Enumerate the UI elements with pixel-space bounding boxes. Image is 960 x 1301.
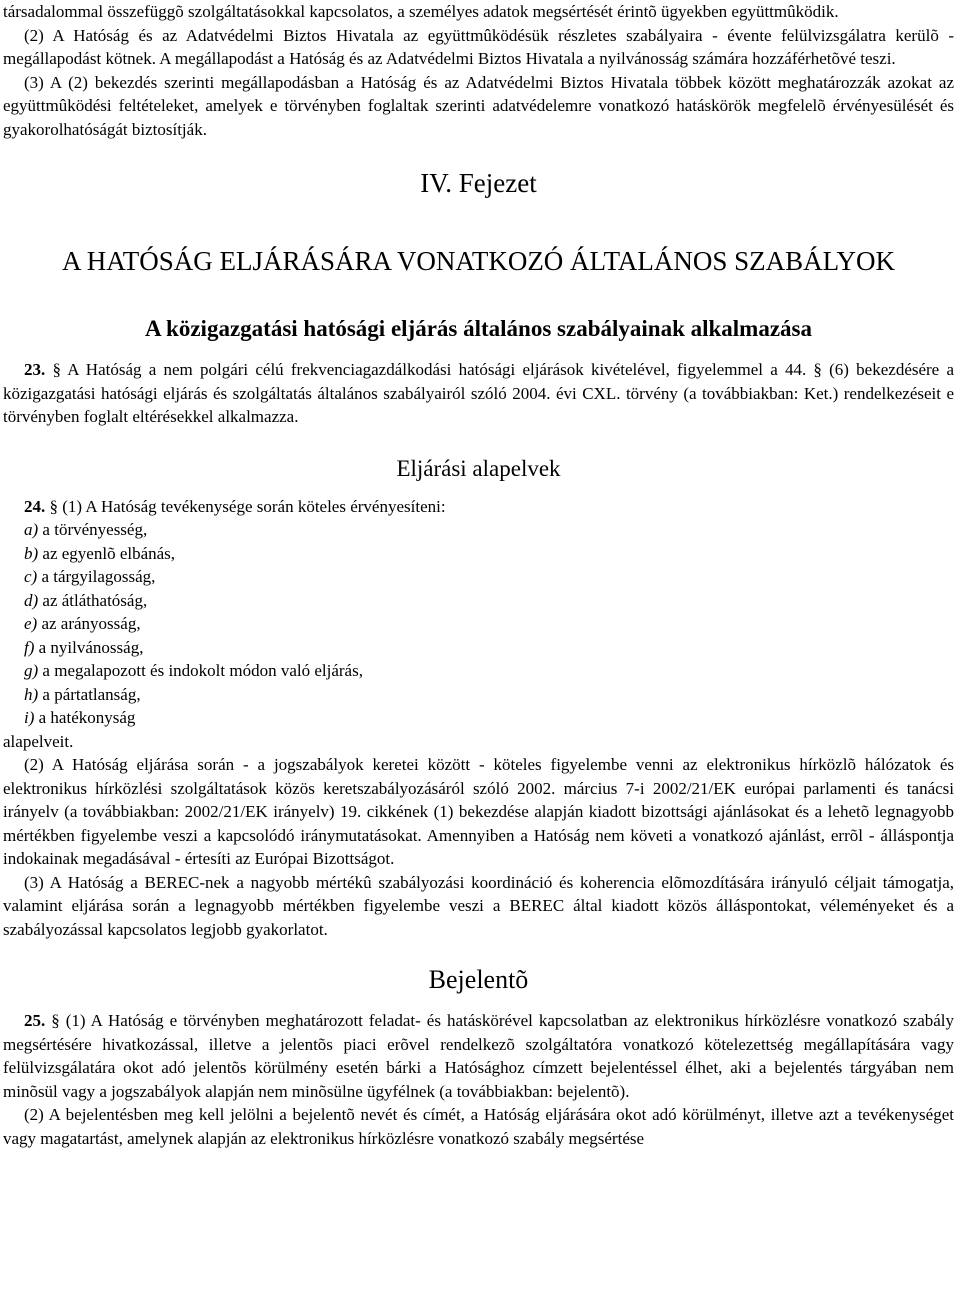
list-letter: f) — [24, 637, 35, 657]
section-number: 25. — [24, 1011, 46, 1030]
paragraph-22-2: (2) A Hatóság és az Adatvédelmi Biztos Hivatala az együttmûködésük részletes szabályaira - évente felülvizsgálatra kerülõ - megállapodást kötnek. A megállapodást a Hatóság és az Adatvédelmi Biztos Hivatala a nyilvánosság számára hozzáférhetõvé teszi. — [3, 25, 954, 68]
list-item — [3, 636, 954, 660]
section-24-3: (3) A Hatóság a BEREC-nek a nagyobb mértékû szabályozási koordináció és koherencia elõmozdítására irányuló céljait támogatja, valamint eljárása során a legnagyobb mértékben figyelembe veszi a BEREC által kiadott közös álláspontokat, véleményeket és a szabályozással kapcsolatos legjobb gyakorlatot. — [3, 872, 954, 939]
section-number: 23. — [24, 360, 46, 379]
section-25-2: (2) A bejelentésben meg kell jelölni a bejelentõ nevét és címét, a Hatóság eljárására okot adó körülményt, illetve azt a tevékenységet vagy magatartást, amelynek alapján az elektronikus hírközlésre vonatkozó szabály megsértése — [3, 1105, 954, 1148]
list-text: a törvényesség, — [42, 520, 148, 539]
paragraph-mark: § — [52, 360, 61, 379]
list-item — [3, 565, 954, 589]
list-item — [3, 683, 954, 707]
list-item — [3, 518, 954, 542]
section-25-1 — [3, 1009, 954, 1103]
list-letter: e) — [24, 614, 38, 633]
list-text: az átláthatóság, — [42, 590, 148, 610]
list-letter: h) — [24, 684, 39, 704]
section-23-text: A Hatóság a nem polgári célú frekvenciagazdálkodási hatósági eljárások kivételével, figyelemmel a 44. § (6) bekezdésére a közigazgatási hatósági eljárás és szolgáltatás általános szabályairól szóló 2004. évi CXL. törvény (a továbbiakban: Ket.) rendelkezéseit e törvényben foglalt eltérésekkel alkalmazza. — [3, 360, 954, 426]
list-item — [3, 542, 954, 566]
list-text: az arányosság, — [41, 614, 141, 633]
list-letter: i) — [24, 708, 35, 727]
paragraph-mark: § — [49, 496, 58, 516]
list-letter: c) — [24, 567, 38, 586]
section-25-1-text: (1) A Hatóság e törvényben meghatározott feladat- és hatáskörével kapcsolatban az elektronikus hírközlésre vonatkozó szabály megsértésére hivatkozással, illetve a jelentõs piaci erõvel rendelkezõ szolgáltatóra vonatkozó kötelezettség megállapítására vagy felülvizsgálatára okot adó jelentõs körülmény esetén bárki a Hatósághoz címzett bejelentéssel élhet, aki a bejelentés tárgyában nem minõsül vagy a jogszabályok alapján nem minõsülne ügyfélnek (a továbbiakban: bejelentõ). — [3, 1011, 955, 1101]
section-24-intro-text: (1) A Hatóság tevékenysége során köteles érvényesíteni: — [62, 496, 446, 516]
paragraph-continuation: társadalommal összefüggõ szolgáltatásokkal kapcsolatos, a személyes adatok megsértését érintõ ügyekben együttmûködik. — [3, 2, 839, 21]
list-letter: a) — [24, 520, 39, 539]
section-24-2: (2) A Hatóság eljárása során - a jogszabályok keretei között - köteles figyelembe venni az elektronikus hírközlõ hálózatok és elektronikus hírközlési szolgáltatások közös keretszabályozásáról szóló 2002. március 7-i 2002/21/EK európai parlamenti és tanácsi irányelv (a továbbiakban: 2002/21/EK irányelv) 19. cikkének (1) bekezdése alapján kiadott bizottsági ajánlásokat és a lehetõ legnagyobb mértékben figyelembe veszi a kapcsolódó iránymutatásokat. Amennyiben a Hatóság nem követi a vonatkozó ajánlást, errõl - álláspontja indokainak megadásával - értesíti az Európai Bizottságot. — [3, 755, 954, 868]
section-heading-bejelento: Bejelentõ — [428, 965, 529, 994]
paragraph-mark: § — [51, 1011, 60, 1030]
section-24-closing: alapelveit. — [3, 731, 74, 751]
section-heading-eljarasi: Eljárási alapelvek — [396, 455, 561, 481]
chapter-title: A HATÓSÁG ELJÁRÁSÁRA VONATKOZÓ ÁLTALÁNOS SZABÁLYOK — [62, 246, 895, 276]
section-23 — [3, 358, 954, 429]
list-letter: d) — [24, 590, 39, 610]
section-number: 24. — [24, 496, 46, 516]
list-text: a tárgyilagosság, — [41, 567, 156, 586]
list-letter: b) — [24, 543, 39, 563]
list-item — [3, 612, 954, 636]
list-letter: g) — [24, 661, 39, 680]
list-item — [3, 706, 954, 730]
chapter-subtitle: A közigazgatási hatósági eljárás általános szabályainak alkalmazása — [144, 316, 813, 341]
paragraph-22-3: (3) A (2) bekezdés szerinti megállapodásban a Hatóság és az Adatvédelmi Biztos Hivatala többek között meghatározzák azokat az együttmûködési feltételeket, amelyek e törvényben foglaltak szerinti adatvédelemre vonatkozó hatáskörök megfelelõ érvényesülését és gyakorolhatóságát biztosítják. — [3, 72, 954, 139]
list-item — [3, 659, 954, 683]
list-text: a hatékonyság — [38, 708, 136, 727]
chapter-number: IV. Fejezet — [420, 168, 537, 198]
list-item — [3, 589, 954, 613]
list-text: a nyilvánosság, — [38, 637, 144, 657]
list-text: az egyenlõ elbánás, — [42, 543, 176, 563]
list-text: a megalapozott és indokolt módon való eljárás, — [42, 661, 363, 680]
section-24-intro — [3, 495, 954, 519]
list-text: a pártatlanság, — [42, 684, 141, 704]
